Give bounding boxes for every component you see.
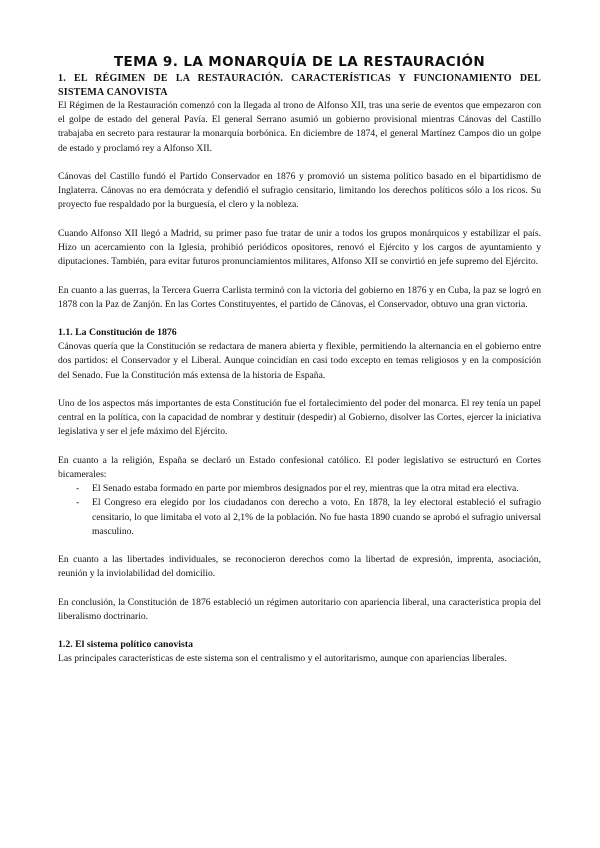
paragraph: Cánovas quería que la Constitución se redactara de manera abierta y flexible, permitiendo la alternancia en el gobierno entre dos partidos: el Conservador y el Liberal. Aunque coincidían en casi todo excepto en temas religiosos y en la composición del Senado. Fue la Constitución más extensa de la historia de España.	[58, 341, 541, 381]
paragraph: Cuando Alfonso XII llegó a Madrid, su primer paso fue tratar de unir a todos los grupos monárquicos y estabilizar el país. Hizo un acercamiento con la Iglesia, prohibió periódicos opositores, renovó el Ejército y los cargos de ayuntamiento y diputaciones. También, para evitar futuros pronunciamientos militares, Alfonso XII se convirtió en jefe supremo del Ejército.	[58, 227, 541, 268]
list-item-text: El Congreso era elegido por los ciudadanos con derecho a voto. En 1878, la ley electoral estableció el sufragio censitario, lo que limitaba el voto al 2,1% de la población. No fue hasta 1890 cuando se aprobó el sufragio universal masculino.	[92, 497, 541, 537]
dash-marker: -	[76, 483, 80, 495]
list-item-text: El Senado estaba formado en parte por miembros designados por el rey, mientras que la otra mitad era electiva.	[92, 483, 519, 495]
section-1-1-heading: 1.1. La Constitución de 1876	[58, 327, 177, 339]
section-1-2-heading: 1.2. El sistema político canovista	[58, 639, 193, 651]
page-title: TEMA 9. LA MONARQUÍA DE LA RESTAURACIÓN	[113, 54, 486, 70]
bullet-list	[58, 482, 541, 539]
list-item	[58, 482, 541, 496]
dash-marker: -	[76, 497, 80, 509]
paragraph: En conclusión, la Constitución de 1876 estableció un régimen autoritario con apariencia liberal, una característica propia del liberalismo doctrinario.	[58, 596, 541, 622]
list-item	[58, 496, 541, 539]
paragraph: En cuanto a las guerras, la Tercera Guerra Carlista terminó con la victoria del gobierno en 1876 y en Cuba, la paz se logró en 1878 con la Paz de Zanjón. En las Cortes Constituyentes, el partido de Cánovas, el Conservador, obtuvo una gran victoria.	[58, 284, 541, 310]
paragraph: En cuanto a las libertades individuales, se reconocieron derechos como la libertad de expresión, imprenta, asociación, reunión y la inviolabilidad del domicilio.	[58, 554, 541, 580]
paragraph: El Régimen de la Restauración comenzó con la llegada al trono de Alfonso XII, tras una serie de eventos que empezaron con el golpe de estado del general Pavía. El general Serrano asumió un gobierno provisional mientras Cánovas del Castillo trabajaba en secreto para restaurar la monarquía borbónica. En diciembre de 1874, el general Martínez Campos dio un golpe de estado y proclamó rey a Alfonso XII.	[58, 100, 541, 154]
paragraph: Las principales características de este sistema son el centralismo y el autoritarismo, aunque con apariencias liberales.	[58, 653, 507, 665]
paragraph: Uno de los aspectos más importantes de esta Constitución fue el fortalecimiento del poder del monarca. El rey tenía un papel central en la política, con la capacidad de nombrar y destituir (despedir) al Gobierno, disolver las Cortes, ejercer la iniciativa legislativa y ser el jefe máximo del Ejército.	[58, 397, 541, 438]
paragraph: Cánovas del Castillo fundó el Partido Conservador en 1876 y promovió un sistema político basado en el bipartidismo de Inglaterra. Cánovas no era demócrata y defendió el sufragio censitario, limitando los derechos políticos sólo a los ricos. Su proyecto fue respaldado por la burguesía, el clero y la nobleza.	[58, 171, 541, 211]
paragraph: En cuanto a la religión, España se declaró un Estado confesional católico. El poder legislativo se estructuró en Cortes bicamerales:	[58, 454, 541, 480]
document-page	[58, 54, 541, 667]
section-1-heading: 1. EL RÉGIMEN DE LA RESTAURACIÓN. CARACTERÍSTICAS Y FUNCIONAMIENTO DEL SISTEMA CANOVISTA	[58, 73, 541, 98]
